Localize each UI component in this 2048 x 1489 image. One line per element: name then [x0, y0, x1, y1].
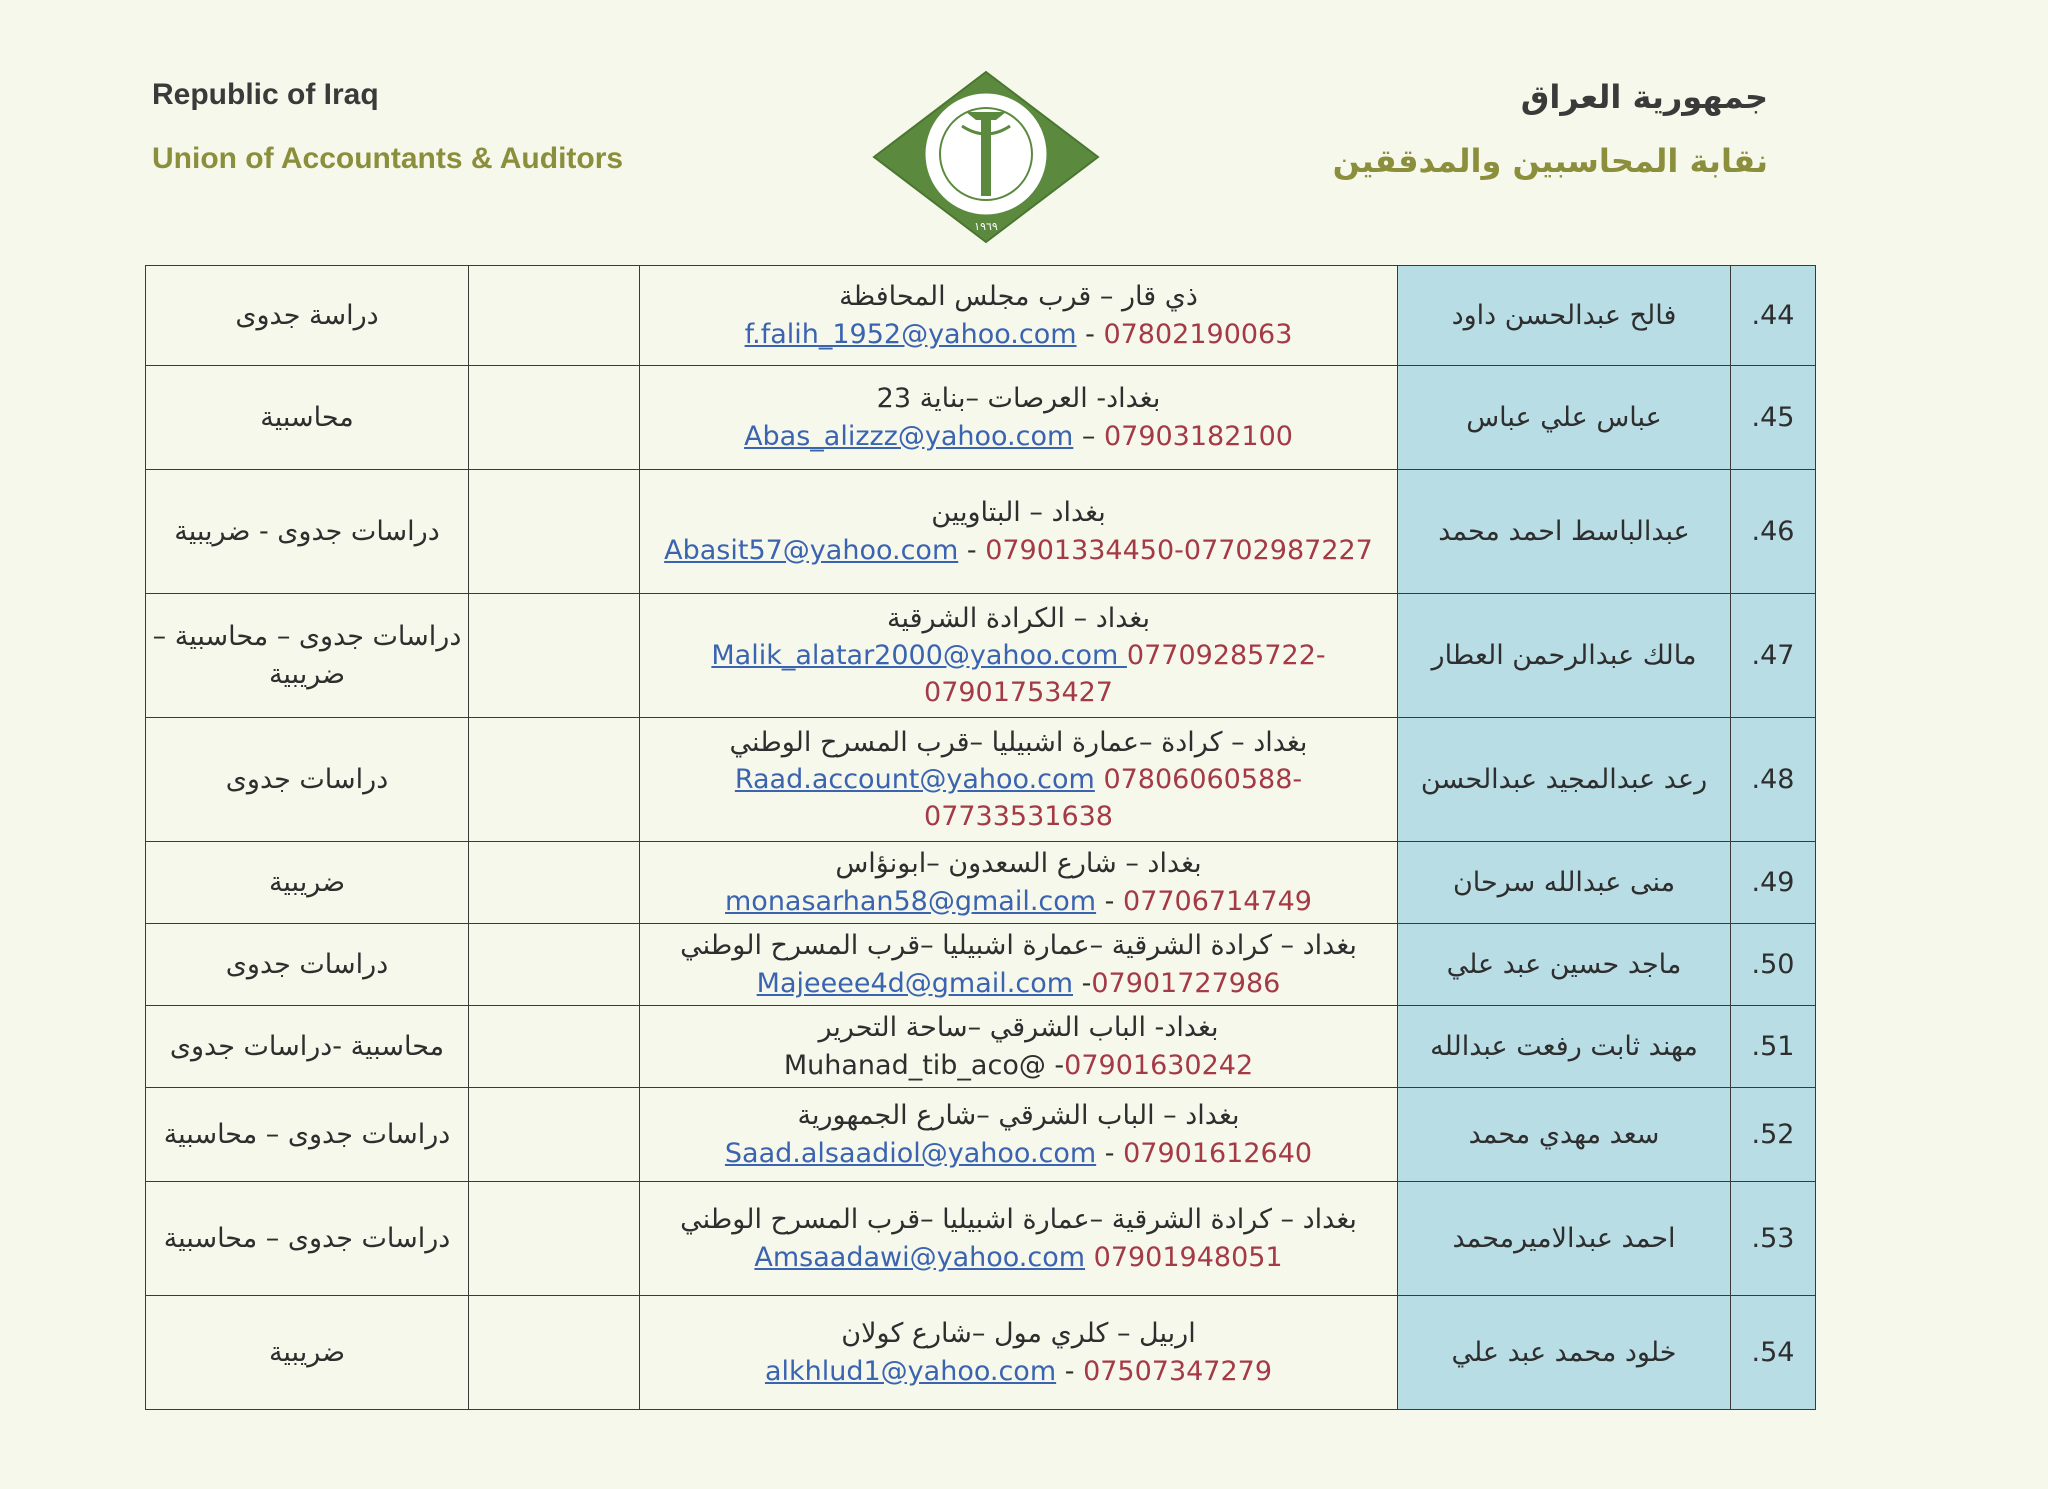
member-name: سعد مهدي محمد — [1398, 1088, 1731, 1182]
row-number: .51 — [1731, 1006, 1816, 1088]
table-row — [146, 1088, 1816, 1182]
specialty: دراسات جدوى — [146, 924, 469, 1006]
separator: - — [1076, 318, 1104, 350]
specialty: محاسبية -دراسات جدوى — [146, 1006, 469, 1088]
row-number: .48 — [1731, 718, 1816, 842]
email-link[interactable]: f.falih_1952@yahoo.com — [744, 318, 1077, 350]
table-row — [146, 1006, 1816, 1088]
empty-cell — [469, 1006, 640, 1088]
union-logo — [870, 68, 1102, 246]
email-link[interactable]: Majeeee4d@gmail.com — [756, 967, 1074, 999]
specialty: دراسات جدوى – محاسبية – ضريبية — [146, 594, 469, 718]
address: بغداد – البتاويين — [931, 497, 1106, 529]
email-link[interactable]: Abas_alizzz@yahoo.com — [744, 420, 1074, 452]
specialty: محاسبية — [146, 366, 469, 470]
table-row — [146, 842, 1816, 924]
member-name: مهند ثابت رفعت عبدالله — [1398, 1006, 1731, 1088]
phone-number: 07901727986 — [1091, 967, 1281, 999]
row-number: .49 — [1731, 842, 1816, 924]
logo-year: ١٩٦٩ — [974, 220, 998, 233]
separator: – — [1073, 420, 1104, 452]
table-row — [146, 470, 1816, 594]
contact-cell — [640, 266, 1398, 366]
separator: - — [958, 534, 986, 566]
phone-number: 07901334450-07702987227 — [985, 534, 1373, 566]
contact-cell — [640, 924, 1398, 1006]
address: بغداد – الباب الشرقي –شارع الجمهورية — [797, 1100, 1240, 1132]
row-number: .45 — [1731, 366, 1816, 470]
address: بغداد- الباب الشرقي –ساحة التحرير — [818, 1012, 1219, 1044]
email-link[interactable]: alkhlud1@yahoo.com — [764, 1355, 1057, 1387]
contact-line — [646, 1047, 1391, 1084]
table-row — [146, 366, 1816, 470]
address: بغداد – كرادة –عمارة اشبيليا –قرب المسرح الوطني — [729, 726, 1308, 758]
contact-line — [646, 883, 1391, 920]
separator: - — [1096, 885, 1124, 917]
header-republic-en: Republic of Iraq — [152, 78, 379, 111]
phone-number: 07806060588-07733531638 — [924, 763, 1303, 833]
address: بغداد- العرصات –بناية 23 — [876, 383, 1161, 415]
member-name: مالك عبدالرحمن العطار — [1398, 594, 1731, 718]
specialty: دراسة جدوى — [146, 266, 469, 366]
row-number: .54 — [1731, 1296, 1816, 1410]
member-name: عبدالباسط احمد محمد — [1398, 470, 1731, 594]
contact-line — [646, 1239, 1391, 1276]
phone-number: 07709285722-07901753427 — [924, 639, 1326, 709]
empty-cell — [469, 1088, 640, 1182]
address: ذي قار – قرب مجلس المحافظة — [839, 281, 1198, 313]
phone-number: 07507347279 — [1083, 1355, 1273, 1387]
contact-cell — [640, 594, 1398, 718]
phone-number: 07706714749 — [1123, 885, 1312, 917]
separator: - — [1056, 1355, 1084, 1387]
phone-number: 07802190063 — [1103, 318, 1293, 350]
contact-cell — [640, 842, 1398, 924]
empty-cell — [469, 266, 640, 366]
member-name: فالح عبدالحسن داود — [1398, 266, 1731, 366]
contact-cell — [640, 366, 1398, 470]
separator — [1085, 1242, 1094, 1273]
contact-cell — [640, 718, 1398, 842]
specialty: دراسات جدوى - ضريبية — [146, 470, 469, 594]
phone-number: 07901630242 — [1064, 1049, 1254, 1081]
contact-line — [646, 1135, 1391, 1172]
contact-cell — [640, 1296, 1398, 1410]
contact-line — [646, 532, 1391, 569]
row-number: .44 — [1731, 266, 1816, 366]
phone-number: 07901612640 — [1123, 1137, 1313, 1169]
specialty: دراسات جدوى — [146, 718, 469, 842]
member-name: احمد عبدالاميرمحمد — [1398, 1182, 1731, 1296]
contact-line — [646, 637, 1391, 712]
table-row — [146, 718, 1816, 842]
table-row — [146, 594, 1816, 718]
empty-cell — [469, 718, 640, 842]
members-table — [145, 265, 1816, 1410]
row-number: .53 — [1731, 1182, 1816, 1296]
table-row — [146, 924, 1816, 1006]
separator: - — [1073, 967, 1092, 999]
empty-cell — [469, 594, 640, 718]
member-name: خلود محمد عبد علي — [1398, 1296, 1731, 1410]
member-name: عباس علي عباس — [1398, 366, 1731, 470]
row-number: .50 — [1731, 924, 1816, 1006]
contact-line — [646, 761, 1391, 836]
empty-cell — [469, 1296, 640, 1410]
address: بغداد – الكرادة الشرقية — [887, 602, 1150, 634]
contact-line — [646, 316, 1391, 353]
email-link[interactable]: Raad.account@yahoo.com — [734, 763, 1095, 795]
contact-line — [646, 1353, 1391, 1390]
row-number: .52 — [1731, 1088, 1816, 1182]
row-number: .47 — [1731, 594, 1816, 718]
header-union-ar: نقابة المحاسبين والمدققين — [1332, 142, 1768, 180]
specialty: ضريبية — [146, 842, 469, 924]
empty-cell — [469, 1182, 640, 1296]
separator: - — [1096, 1137, 1124, 1169]
specialty: دراسات جدوى – محاسبية — [146, 1088, 469, 1182]
contact-cell — [640, 1088, 1398, 1182]
address: بغداد – كرادة الشرقية –عمارة اشبيليا –قرب المسرح الوطني — [680, 1204, 1357, 1236]
email-link[interactable]: Amsaadawi@yahoo.com — [754, 1241, 1086, 1273]
row-number: .46 — [1731, 470, 1816, 594]
separator: - — [1045, 1049, 1065, 1081]
empty-cell — [469, 470, 640, 594]
email-link: Muhanad_tib_aco@ — [783, 1049, 1046, 1081]
header-union-en: Union of Accountants & Auditors — [152, 142, 624, 175]
member-name: ماجد حسين عبد علي — [1398, 924, 1731, 1006]
email-link[interactable]: Malik_alatar2000@yahoo.com — [711, 639, 1127, 671]
email-link[interactable]: Saad.alsaadiol@yahoo.com — [724, 1137, 1097, 1169]
empty-cell — [469, 924, 640, 1006]
contact-cell — [640, 1182, 1398, 1296]
contact-cell — [640, 1006, 1398, 1088]
empty-cell — [469, 366, 640, 470]
email-link[interactable]: Abasit57@yahoo.com — [664, 534, 959, 566]
specialty: ضريبية — [146, 1296, 469, 1410]
contact-cell — [640, 470, 1398, 594]
phone-number: 07903182100 — [1103, 420, 1293, 452]
member-name: رعد عبدالمجيد عبدالحسن — [1398, 718, 1731, 842]
contact-line — [646, 418, 1391, 455]
empty-cell — [469, 842, 640, 924]
table-row — [146, 1296, 1816, 1410]
email-link[interactable]: monasarhan58@gmail.com — [725, 885, 1097, 917]
member-name: منى عبدالله سرحان — [1398, 842, 1731, 924]
address: اربيل – كلري مول –شارع كولان — [841, 1318, 1196, 1350]
header-republic-ar: جمهورية العراق — [1520, 78, 1768, 116]
contact-line — [646, 965, 1391, 1002]
address: بغداد – شارع السعدون –ابونؤاس — [835, 848, 1202, 880]
address: بغداد – كرادة الشرقية –عمارة اشبيليا –قرب المسرح الوطني — [680, 930, 1357, 962]
table-row — [146, 1182, 1816, 1296]
table-row — [146, 266, 1816, 366]
specialty: دراسات جدوى – محاسبية — [146, 1182, 469, 1296]
phone-number: 07901948051 — [1093, 1241, 1283, 1273]
